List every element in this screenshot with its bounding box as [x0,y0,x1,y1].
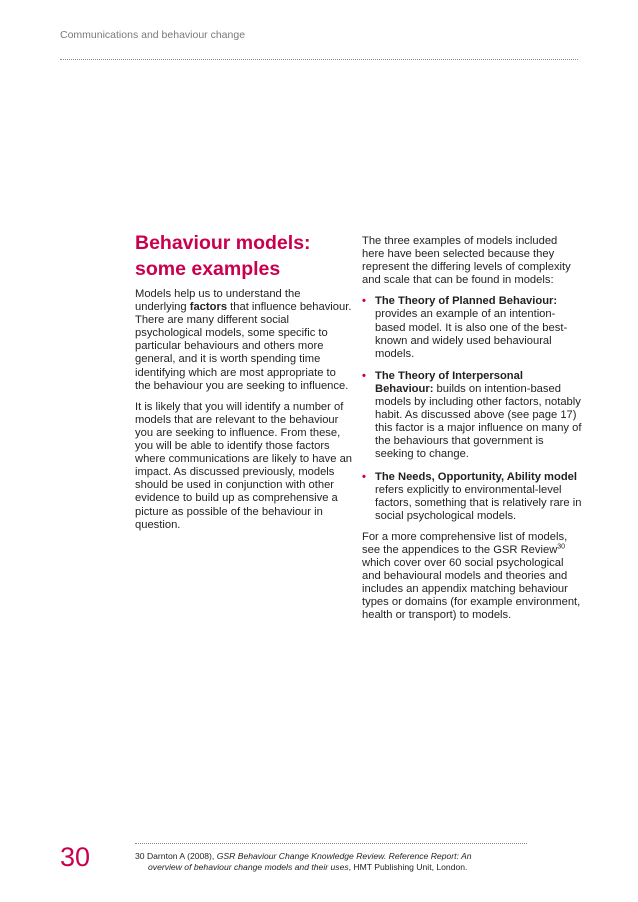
list-item-title: The Theory of Planned Behaviour: [375,295,558,308]
list-item-title: The Needs, Opportunity, Ability model [375,470,578,483]
bullet-icon: • [362,369,366,382]
bullet-icon: • [362,295,366,308]
footnote-reference: 30 [557,543,566,551]
closing-after: which cover over 60 social psychological and behavioural models and theories and includes an appendix matching behaviour types or domains (for example environment, health or transport) to models. [362,557,581,622]
left-paragraph-2: It is likely that you will identify a number of models that are relevant to the behaviour you are seeking to influence. From these, you will be able to identify those factors where communications are likely to have an impact. As discussed previously, models should be used in conjunction with other evidence to build up as comprehensive a picture as possible of the behaviour in question. [135,400,353,531]
list-item-title: The Theory of Interpersonal Behaviour: [375,369,523,395]
section-heading [135,230,353,282]
left-column [135,230,353,540]
running-head: Communications and behaviour change [60,29,246,41]
left-paragraph-1 [135,288,353,393]
footnote-prefix: 30 Darnton A (2008), [135,851,217,861]
footnote-title-1: GSR Behaviour Change Knowledge Review. Reference Report: An [216,851,472,861]
bullet-icon: • [362,470,366,483]
footnote [135,851,535,873]
list-item [362,471,582,523]
para1-bold-factors: factors [189,301,228,314]
para1-before: Models help us to understand the underlying [135,288,301,314]
list-item-text: provides an example of an intention-based model. It is also one of the best-known and widely used behavioural models. [375,308,568,360]
closing-before: For a more comprehensive list of models, see the appendices to the GSR Review [362,530,568,556]
footnote-title-2: overview of behaviour change models and their uses [148,862,349,872]
page-number: 30 [60,842,91,872]
list-item [362,295,582,360]
right-intro: The three examples of models included here have been selected because they represent the differing levels of complexity and scale that can be found in models: [362,235,571,287]
header-divider [60,59,578,60]
models-list [362,295,582,523]
footnote-line-2 [135,862,535,873]
heading-line-1: Behaviour models: [135,232,311,254]
list-item-text: builds on intention-based models by including other factors, notably habit. As discussed above (see page 17) this factor is a major influence on many of the behaviours that government is seeking to change. [375,382,582,461]
right-column [362,235,582,631]
footnote-divider [135,843,527,844]
list-item-text: refers explicitly to environmental-level factors, something that is relatively rare in social psychological models. [375,483,582,522]
list-item [362,370,582,462]
right-closing [362,531,582,623]
footnote-line-1 [135,851,535,862]
footnote-suffix: , HMT Publishing Unit, London. [348,862,468,872]
para1-after: that influence behaviour. There are many different social psychological models, some specific to particular behaviours and others more general, and it is worth spending time identifying which are most appropriate to the behaviour you are seeking to influence. [135,301,352,392]
heading-line-2: some examples [135,258,281,280]
